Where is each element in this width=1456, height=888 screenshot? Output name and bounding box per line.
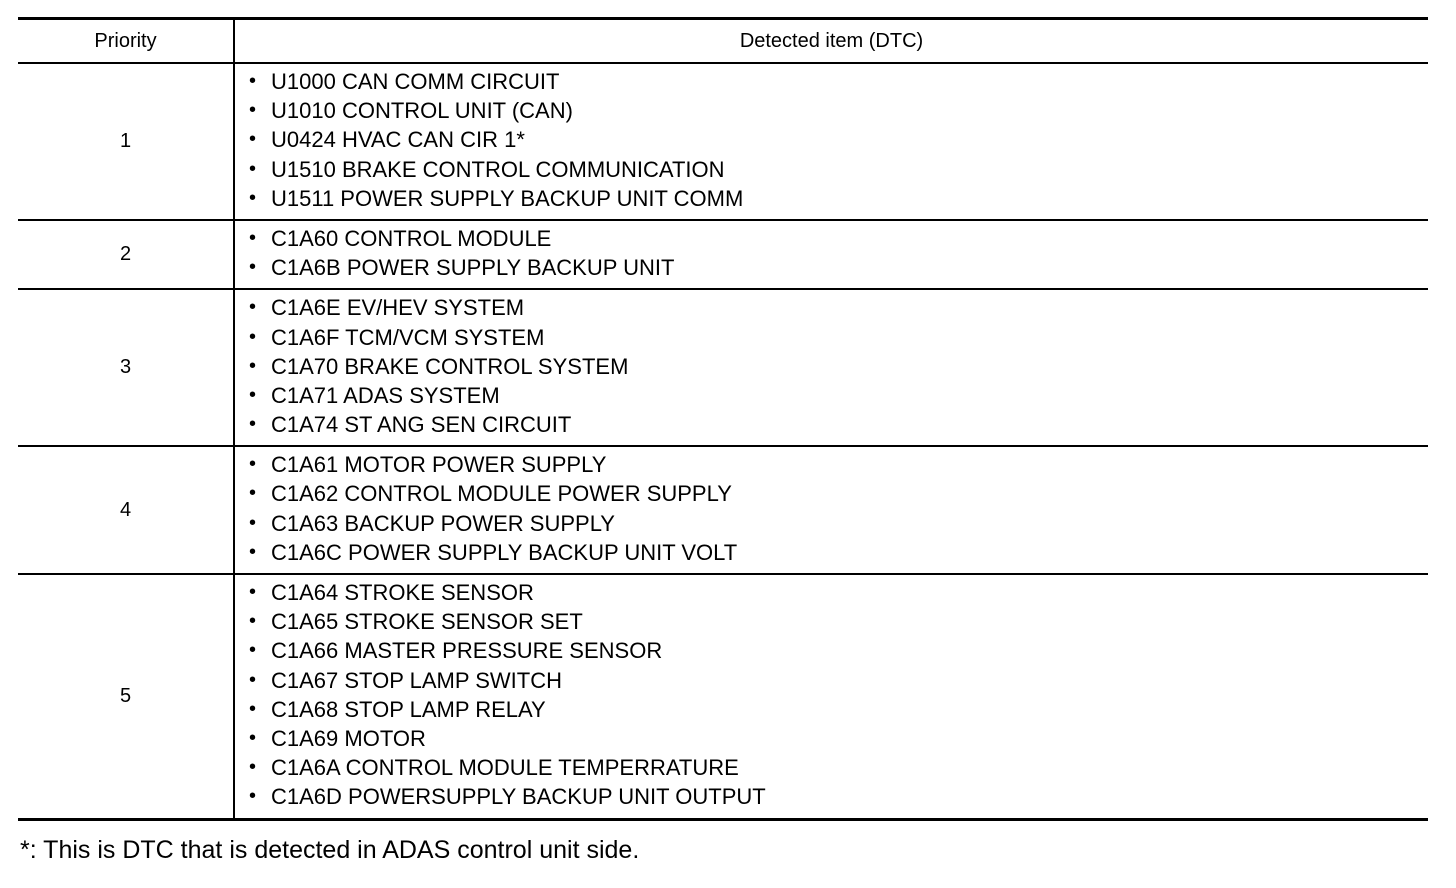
bullet-icon: • bbox=[249, 128, 257, 151]
detected-items-cell bbox=[234, 220, 1428, 289]
dtc-item-text: C1A74 ST ANG SEN CIRCUIT bbox=[271, 412, 572, 438]
dtc-item-text: C1A65 STROKE SENSOR SET bbox=[271, 609, 583, 635]
priority-cell: 4 bbox=[18, 446, 234, 574]
dtc-item-text: U0424 HVAC CAN CIR 1* bbox=[271, 127, 525, 153]
list-item bbox=[249, 538, 1428, 567]
bullet-icon: • bbox=[249, 482, 257, 505]
list-item bbox=[249, 381, 1428, 410]
dtc-item-text: C1A6C POWER SUPPLY BACKUP UNIT VOLT bbox=[271, 539, 738, 565]
dtc-list bbox=[235, 64, 1428, 219]
list-item bbox=[249, 224, 1428, 253]
detected-items-cell bbox=[234, 574, 1428, 819]
list-item bbox=[249, 184, 1428, 213]
table-row bbox=[18, 446, 1428, 574]
list-item bbox=[249, 666, 1428, 695]
dtc-item-text: C1A61 MOTOR POWER SUPPLY bbox=[271, 452, 607, 478]
list-item bbox=[249, 479, 1428, 508]
table-row bbox=[18, 289, 1428, 446]
bullet-icon: • bbox=[249, 226, 257, 249]
bullet-icon: • bbox=[249, 70, 257, 92]
bullet-icon: • bbox=[249, 186, 257, 209]
table-row bbox=[18, 574, 1428, 819]
bullet-icon: • bbox=[249, 296, 257, 319]
dtc-priority-table bbox=[18, 17, 1428, 821]
list-item bbox=[249, 782, 1428, 811]
table-row bbox=[18, 63, 1428, 220]
table-body bbox=[18, 63, 1428, 819]
detected-item-column-header: Detected item (DTC) bbox=[234, 19, 1428, 64]
table-header-row bbox=[18, 19, 1428, 64]
dtc-item-text: C1A68 STOP LAMP RELAY bbox=[271, 696, 546, 722]
list-item bbox=[249, 450, 1428, 479]
footnote: *: This is DTC that is detected in ADAS control unit side. bbox=[20, 836, 640, 864]
list-item bbox=[249, 323, 1428, 352]
bullet-icon: • bbox=[249, 511, 257, 534]
dtc-item-text: C1A6F TCM/VCM SYSTEM bbox=[271, 324, 545, 350]
dtc-list bbox=[235, 575, 1428, 818]
dtc-item-text: C1A63 BACKUP POWER SUPPLY bbox=[271, 510, 615, 536]
dtc-list bbox=[235, 447, 1428, 573]
dtc-item-text: U1511 POWER SUPPLY BACKUP UNIT COMM bbox=[271, 185, 744, 211]
bullet-icon: • bbox=[249, 697, 257, 720]
bullet-icon: • bbox=[249, 383, 257, 406]
list-item bbox=[249, 67, 1428, 96]
bullet-icon: • bbox=[249, 756, 257, 779]
dtc-item-text: C1A70 BRAKE CONTROL SYSTEM bbox=[271, 353, 629, 379]
dtc-item-text: C1A62 CONTROL MODULE POWER SUPPLY bbox=[271, 481, 732, 507]
priority-cell: 1 bbox=[18, 63, 234, 220]
list-item bbox=[249, 293, 1428, 322]
priority-cell: 2 bbox=[18, 220, 234, 289]
dtc-item-text: C1A6B POWER SUPPLY BACKUP UNIT bbox=[271, 255, 675, 281]
detected-items-cell bbox=[234, 446, 1428, 574]
bullet-icon: • bbox=[249, 157, 257, 180]
list-item bbox=[249, 753, 1428, 782]
list-item bbox=[249, 125, 1428, 154]
list-item bbox=[249, 607, 1428, 636]
list-item bbox=[249, 724, 1428, 753]
dtc-item-text: C1A69 MOTOR bbox=[271, 725, 426, 751]
list-item bbox=[249, 155, 1428, 184]
bullet-icon: • bbox=[249, 610, 257, 633]
list-item bbox=[249, 695, 1428, 724]
dtc-item-text: U1000 CAN COMM CIRCUIT bbox=[271, 69, 560, 94]
detected-items-cell bbox=[234, 63, 1428, 220]
dtc-item-text: C1A66 MASTER PRESSURE SENSOR bbox=[271, 638, 663, 664]
list-item bbox=[249, 410, 1428, 439]
dtc-list bbox=[235, 290, 1428, 445]
bullet-icon: • bbox=[249, 785, 257, 808]
priority-cell: 5 bbox=[18, 574, 234, 819]
list-item bbox=[249, 253, 1428, 282]
dtc-item-text: U1010 CONTROL UNIT (CAN) bbox=[271, 98, 573, 124]
bullet-icon: • bbox=[249, 413, 257, 436]
bullet-icon: • bbox=[249, 99, 257, 122]
dtc-item-text: C1A60 CONTROL MODULE bbox=[271, 225, 552, 251]
priority-cell: 3 bbox=[18, 289, 234, 446]
dtc-item-text: C1A6D POWERSUPPLY BACKUP UNIT OUTPUT bbox=[271, 784, 766, 810]
bullet-icon: • bbox=[249, 354, 257, 377]
dtc-item-text: U1510 BRAKE CONTROL COMMUNICATION bbox=[271, 156, 725, 182]
dtc-item-text: C1A6A CONTROL MODULE TEMPERRATURE bbox=[271, 755, 739, 781]
list-item bbox=[249, 352, 1428, 381]
bullet-icon: • bbox=[249, 256, 257, 279]
bullet-icon: • bbox=[249, 325, 257, 348]
list-item bbox=[249, 509, 1428, 538]
list-item bbox=[249, 636, 1428, 665]
detected-items-cell bbox=[234, 289, 1428, 446]
list-item bbox=[249, 96, 1428, 125]
dtc-item-text: C1A67 STOP LAMP SWITCH bbox=[271, 667, 562, 693]
bullet-icon: • bbox=[249, 581, 257, 603]
list-item bbox=[249, 578, 1428, 607]
bullet-icon: • bbox=[249, 540, 257, 563]
dtc-item-text: C1A64 STROKE SENSOR bbox=[271, 580, 534, 605]
bullet-icon: • bbox=[249, 726, 257, 749]
dtc-list bbox=[235, 221, 1428, 288]
priority-column-header: Priority bbox=[18, 19, 234, 64]
bullet-icon: • bbox=[249, 668, 257, 691]
bullet-icon: • bbox=[249, 453, 257, 476]
table-row bbox=[18, 220, 1428, 289]
dtc-item-text: C1A6E EV/HEV SYSTEM bbox=[271, 295, 525, 321]
bullet-icon: • bbox=[249, 639, 257, 662]
dtc-item-text: C1A71 ADAS SYSTEM bbox=[271, 382, 500, 408]
